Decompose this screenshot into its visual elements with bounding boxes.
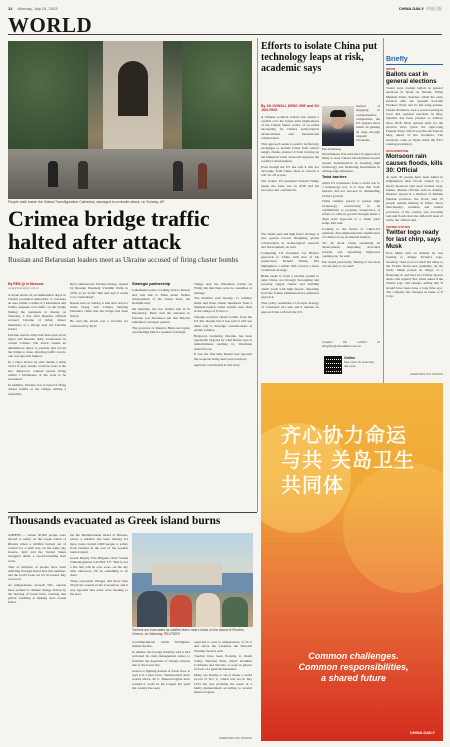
- ad-slogan-line: Common responsibilities,: [298, 662, 409, 672]
- ad-slogan: [271, 651, 436, 684]
- efforts-paragraph: Looking to the future of China-US relations, Pan emphasized the significance of China's focus on internal matters.: [322, 226, 380, 240]
- thousands-col-1: [8, 533, 66, 741]
- crimea-col-4: [194, 282, 252, 508]
- efforts-paragraph: Nevertheless, Pan said, the US approach is likely to steer China's development toward greater determination in fostering high technology and furthering investments in cutting-edge industries.: [322, 152, 380, 174]
- strategic-partnership-heading: Strategic partnership: [132, 282, 171, 286]
- thousands-paragraph: expected to soar to temperatures of 45 C and above the weekend, the National Weather Service said.: [194, 640, 252, 653]
- crimea-paragraph: He said the attack was a terrorist act carried out by Kyiv.: [70, 319, 128, 328]
- crimea-paragraph: In a video shown by state media, a thick cloud of gray smoke could be seen at the site. Aksyonov ordered people living within 5 kilometers of the zone to be evacuated.: [8, 360, 66, 382]
- efforts-paragraph: The 'small yard and high fence' strategy is also geared toward disrupting global collaboration in technological research and development, he said.: [261, 232, 319, 249]
- crimea-subhead: Russian and Belarusian leaders meet as Ukraine accused of firing cluster bombs: [8, 256, 239, 264]
- crimea-col-3: [132, 282, 190, 508]
- efforts-paragraph: Comparing US President Joe Biden's approach to China with that of his predecessor Donald Trump, Pan highlighted a subtle shift toward a more coalitional strategy.: [261, 250, 319, 272]
- qr-text: See more by scanning the code: [344, 360, 374, 368]
- efforts-paragraph: Pan stated personally, 'hinting at the most crucial parts to be used'.: [322, 259, 380, 269]
- crimea-headline: Crimea bridge traffic halted after attack: [8, 206, 210, 254]
- crimea-byline: By REN QI in Moscow: [8, 282, 44, 286]
- cathedral-photo: [8, 41, 252, 199]
- thousands-paragraph: Three evacuated villages and more than 30 private vessels in the evacuation; and it was reported that some were heading to the area.: [70, 578, 128, 596]
- page-number: 12: [8, 6, 13, 11]
- efforts-headline: Efforts to isolate China put technology leaps at risk, academic says: [261, 41, 378, 75]
- qr-code[interactable]: [324, 356, 342, 374]
- twist-barriers-heading: Twist barriers: [322, 175, 347, 180]
- thousands-col-4: [194, 640, 252, 735]
- efforts-col-1b: [261, 232, 319, 382]
- brief-body: Voters were casting ballots in general elections in Spain on Sunday. Prime Minister Pedro Sánchez called the early election after the Spanish Socialist Workers' Party and its left-wing partner, Unidas Podemos, took a severe beating in local and regional elections in May. Sánchez has been pleased to achieve since 2018. Most opinion polls for the election have given the right-wing Popular Party, which won the elections in May, ahead of the Socialists. The elections come as Spain holds the EU's rotating presidency.: [386, 86, 443, 147]
- crimea-paragraph: In addition, Ukraine was accused of firing cluster bombs at the village, killing a journalist.: [8, 383, 66, 396]
- ad-chinese-title: 齐心协力命运与共 关岛卫生共同体: [281, 423, 415, 497]
- thousands-paragraph: ATHENS — About 30,000 people were moved to safety on the Greek island of Rhodes when a wildfire burned out of control for a sixth day, on the same day Greece, Italy and the United States struggled under a record-breaking heat wave.: [8, 533, 66, 563]
- thousands-paragraph: On the Mediterranean island of Rhodes, where a wildfire has been blazing for days, boats carried 2,000 people to safety from beaches in the east of the popular tourist island.: [70, 533, 128, 555]
- efforts-paragraph: Even though the US has said it will not 'decouple' from China, there is concern it will cut off access.: [261, 164, 319, 178]
- qr-title: Online: [344, 356, 356, 360]
- section-title: WORLD: [8, 13, 93, 37]
- crimea-paragraph: On Saturday, the two leaders met in St Petersburg. Putin said the situation in Ukraine was discussed and that Belarus remained a strategic partner.: [132, 306, 190, 324]
- rhodes-photo-caption: Tourists are evacuated as wildfire burns near Lindos on the island of Rhodes, Greece, on Saturday. REUTERS: [132, 628, 245, 636]
- brief-headline: Monsoon rain causes floods, kills 30: Official: [386, 153, 443, 174]
- crimea-col-1: [8, 282, 66, 508]
- brief-body: At least 30 people have been killed in Afghanistan after floods caused by a heavy monsoon rain spell washed away homes, disaster officials said on Sunday. Disaster spread at a distance of Maidan Wardak province, the flood, said 70 people remain missing in Jalrez. Since mid-January, southern and central provinces of the country saw torrential rain and floods that also killed 40 head of cattle, the official said.: [386, 175, 443, 223]
- efforts-paragraph: This approach seeks to restrict technology exchanges to include China from critical supply chains, obstruct it from moving up the industrial value chain and suppress the country's development.: [261, 141, 319, 164]
- header-paper-cn: 中国日报: [426, 6, 442, 11]
- crimea-paragraph: Ryb continues the Ukraine bridge, opened by Russian President Vladimir Putin in 2018, as an 'iconic' link and says it wants to be 'neutralized'.: [70, 282, 128, 299]
- efforts-paragraph: A Chinese political scholar has issued a caution over the longer-term implications of the United States' policy of so-called decoupling for China's technological advancements and international collaboration.: [261, 114, 319, 141]
- crimea-paragraph: Lukashenko paid a working visit to Russia and will talk to Putin about further development of the Union State, the Kremlin said.: [132, 288, 190, 306]
- crimea-col-2: [70, 282, 128, 508]
- thousands-paragraph: Many are hoping to see it break a world record of 56.7 C, which was set in July 1913 but was probably the result of a faulty measurement according to several meteorologists.: [194, 673, 252, 695]
- brief-region: UNITED STATES: [386, 225, 411, 230]
- efforts-paragraph: 'It's all about China sustaining its development, deepening structural reforms and expanding high-level opening-up,' he said.: [322, 241, 380, 259]
- thousands-paragraph: Greece is fighting dozens of forest fires. It says it is a heat wave. Temperatures have soared above 40 C. Meteorologists have warned it could be the longest hot spell the country has seen.: [132, 668, 190, 690]
- ad-slogan-line: Common challenges.: [308, 651, 399, 661]
- crimea-paragraph: village near the Ukrainian border on Friday but that there were no casualties or damage.: [194, 282, 252, 295]
- brief-region: SPAIN: [386, 67, 396, 71]
- thousands-paragraph: Tens of millions of people have been suffering through brutal heat this summer, and the world looks set for its hottest July on record.: [8, 564, 66, 582]
- crimea-paragraph: Ukraine said its army had destroyed an oil depot and Russian army warehouses in central Crimea. The attack caused an ammunition depot to explode and forced the bridge to close, affecting traffic, but no one was reported injured.: [8, 332, 66, 359]
- efforts-paragraph: China remains poised to pursue high technology, unwavering in its commitment to progress, irrespective of efforts to stifle its growth through either a 'high wall' approach or a 'small yard' setup, Pan said.: [322, 199, 380, 225]
- brief-body: Elon Musk said on Sunday he was looking to change Twitter's logo, tweeting: 'And soon we shall bid adieu to the Twitter brand and, gradually, all the birds.' Musk posted an image of a flickering X, and later in a Twitter Spaces audio chat replied 'Yes' when asked if the Twitter logo will change, adding that 'It should have been done a long time ago.' The company has changed its name to X Corp.: [386, 251, 443, 299]
- header-paper: CHINA DAILY: [398, 6, 424, 11]
- briefly-panel: [386, 56, 443, 376]
- efforts-paragraph: Biden seeks to form a parallel system to deter China, not through 'decoupling and severing supply chains' and building 'small yards with high fences', departing from the Trump administration's unilateral approach.: [261, 273, 319, 300]
- crimea-paragraph: Ukraine received cluster bombs from the US this month, but it has said it will use them only to dislodge concentrations of enemy soldiers.: [194, 315, 252, 332]
- ad-publisher: CHINA DAILY: [409, 730, 435, 735]
- thousands-agency: AGENCIES VIA XINHUA: [218, 736, 252, 740]
- ad-slogan-line: a shared future: [320, 673, 387, 683]
- brief-headline: Twitter logo ready for last chirp, says Musk: [386, 229, 441, 250]
- crimea-paragraph: It was the first time Russia had reported the weapons being used on its territory.: [194, 352, 252, 361]
- crimea-paragraph: The governor of Russia's Belgorod region said shelling killed a resident overnight.: [132, 325, 190, 334]
- pan-portrait: [322, 106, 354, 146]
- pan-name: Pan Xuantang: [322, 147, 342, 151]
- briefly-title: Briefly: [386, 56, 443, 65]
- briefly-agency: AGENCIES VIA XINHUA: [409, 372, 443, 376]
- ad-panel: [261, 383, 443, 741]
- efforts-paragraph: The former US president Donald Trump began the trade war in 2018 and his successor has continued it.: [261, 179, 319, 192]
- thousands-headline: Thousands evacuated as Greek island burns: [8, 515, 221, 527]
- brief-headline: Ballots cast in general elections: [386, 71, 437, 85]
- crimea-paragraph: Belgorod, bordering Ukraine, has been repeatedly targeted by what Russia says is indiscriminate shelling by Ukrainian armed forces.: [194, 333, 252, 351]
- crimea-paragraph: The Kremlin said Sunday, 21 artillery shells and three cluster munitions from a multiple-launch rocket system were fired at the village of Urazovo.: [194, 296, 252, 314]
- cathedral-photo-caption: People walk inside the Odesa Transfiguration Cathedral, damaged in a missile attack, on Sunday. AP: [8, 200, 165, 204]
- header-date: Monday, July 24, 2023: [17, 6, 58, 11]
- efforts-paragraph: This policy resembles a US-style strategy of 'contained' 2x1 and, and it remains an approach that will hurt the US.: [261, 300, 319, 314]
- efforts-paragraph: instead of engaging in comprehensive competition, the US appears more intent on gaining an edge through targeted blockades.: [356, 104, 380, 143]
- rhodes-photo: [132, 533, 253, 627]
- thousands-col-3: [132, 640, 190, 741]
- efforts-paragraph: Amid US transitions from a world war to a technology war, it is clear that 'wall' barriers did not succeed in dismantling China's growth.: [322, 180, 380, 198]
- thousands-paragraph: As temperatures exceeds 50C, experts have pointed to climate change driven by the burning of fossil fuels, warning that global warming is making such events hotter.: [8, 583, 66, 605]
- crimea-agency-note: Agencies contributed to this story.: [194, 362, 241, 367]
- crimea-paragraph: A drone attack on an ammunition depot in Crimea prompted authorities to evacuate an area within a radius of 5 kilometers and briefly suspend road traffic on the bridge linking the peninsula to Russia on Saturday, a day after Russian officials accused Ukraine of firing cluster munitions at a village near the Ukraine border.: [8, 292, 66, 331]
- thousands-paragraph: Tourists have been flocking to Death Valley National Park, which straddles California and Nevada, to pose in photos in front of a giant thermometer.: [194, 654, 252, 672]
- thousands-paragraph: Greek Deputy Fire Brigade Chief Vasilis Vathrakogiannis told ERT TV: 'This is not a fire that will be over soon—as the day after tomorrow, it'll be something to be done.': [70, 555, 128, 578]
- efforts-contact: Contact the writers at dengzhe@chinadaily.com.cn: [322, 340, 380, 349]
- efforts-byline: By XU DONGLI, DENG ZHE and XU JUN-YING: [261, 104, 319, 113]
- thousands-paragraph: In Athens, the foreign ministry said it had activated its crisis management center to facilitate the departure of foreign citizens due to the forest fire.: [132, 650, 190, 667]
- crimea-paragraph: Russia said on Sunday it had shot down a drone flying over Crimea, denying Ukraine's claim that the bridge had been struck.: [70, 300, 128, 318]
- crimea-email: renqi@chinadaily.com.cn: [8, 286, 39, 291]
- thousands-paragraph: accommodations whilst firefighters battled the fire.: [132, 640, 190, 649]
- thousands-col-2: [70, 533, 128, 741]
- brief-region: AFGHANISTAN: [386, 149, 409, 154]
